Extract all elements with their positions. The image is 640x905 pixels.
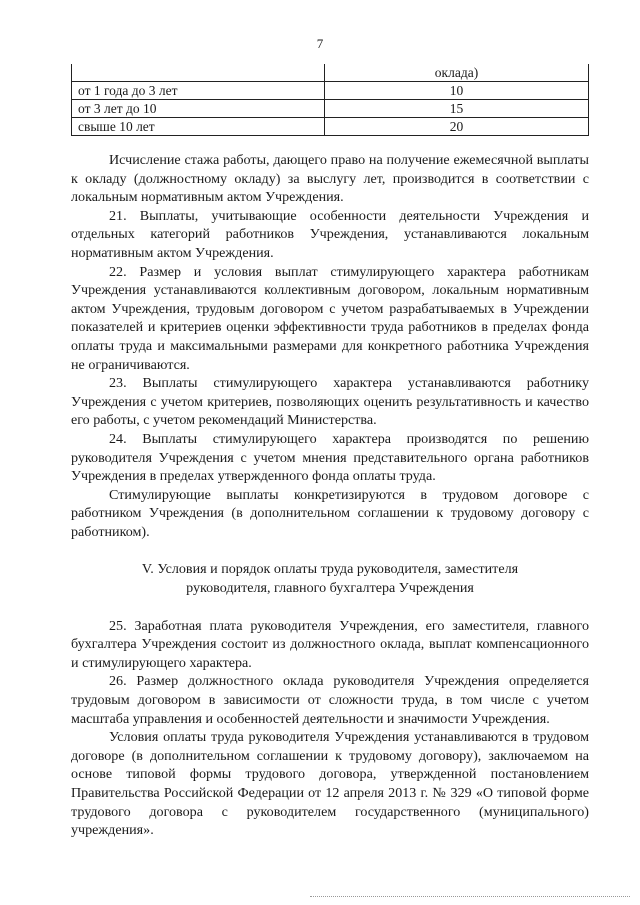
paragraph-26-continued: Условия оплаты труда руководителя Учреждения устанавливаются в трудовом договоре (в дополнительном соглашении к трудовому договору), заключаемом на основе типовой формы трудового договора, утвержденной постановлением Правительства Российской Федерации от 12 апреля 2013 г. № 329 «О типовой форме трудового договора с руководителем государственного (муниципального) учреждения». <box>71 729 589 839</box>
table-cell-label: от 1 года до 3 лет <box>72 82 325 100</box>
paragraph-seniority-calc: Исчисление стажа работы, дающего право на получение ежемесячной выплаты к окладу (должностному окладу) за выслугу лет, производится в соответствии с локальным нормативным актом Учреждения. <box>71 152 589 206</box>
paragraph-23: 23. Выплаты стимулирующего характера устанавливаются работнику Учреждения с учетом критериев, позволяющих оценить результативность и качество его работы, с учетом рекомендаций Министерства. <box>71 375 589 429</box>
table-row <box>72 118 589 136</box>
paragraph-26: 26. Размер должностного оклада руководителя Учреждения определяется трудовым договором в зависимости от сложности труда, в том числе с учетом масштаба управления и особенностей деятельности и значимости Учреждения. <box>71 673 589 727</box>
document-body <box>71 151 589 840</box>
paragraph-24: 24. Выплаты стимулирующего характера производятся по решению руководителя Учреждения с учетом мнения представительного органа работников Учреждения в пределах утвержденного фонда оплаты труда. <box>71 430 589 485</box>
table-cell-label: от 3 лет до 10 <box>72 100 325 118</box>
table-cell-value: 10 <box>325 82 589 100</box>
table-cell-value: 15 <box>325 100 589 118</box>
paragraph-24-continued: Стимулирующие выплаты конкретизируются в трудовом договоре с работником Учреждения (в дополнительном соглашении к трудовому договору с работником). <box>71 486 589 540</box>
paragraph-21: 21. Выплаты, учитывающие особенности деятельности Учреждения и отдельных категорий работников Учреждения, устанавливаются локальным нормативным актом Учреждения. <box>71 207 589 261</box>
page-number: 7 <box>316 36 324 51</box>
paragraph-22: 22. Размер и условия выплат стимулирующего характера работникам Учреждения устанавливаются коллективным договором, локальным нормативным актом Учреждения, трудовым договором с учетом разрабатываемых в Учреждении показателей и критериев оценки эффективности труда работников в пределах фонда оплаты труда и максимальными размерами для конкретного работника Учреждения не ограничиваются. <box>71 263 589 373</box>
table-cell-value: оклада) <box>325 64 589 82</box>
table-cell-value: 20 <box>325 118 589 136</box>
table-cell-label <box>72 64 325 82</box>
table-row <box>72 82 589 100</box>
page-edge-line <box>310 896 630 897</box>
table-cell-label: свыше 10 лет <box>72 118 325 136</box>
table-row <box>72 100 589 118</box>
seniority-table <box>71 64 589 136</box>
paragraph-25: 25. Заработная плата руководителя Учреждения, его заместителя, главного бухгалтера Учреждения состоит из должностного оклада, выплат компенсационного и стимулирующего характера. <box>71 617 589 671</box>
table-row <box>72 64 589 82</box>
section-heading: V. Условия и порядок оплаты труда руководителя, заместителя руководителя, главного бухгалтера Учреждения <box>141 561 519 597</box>
